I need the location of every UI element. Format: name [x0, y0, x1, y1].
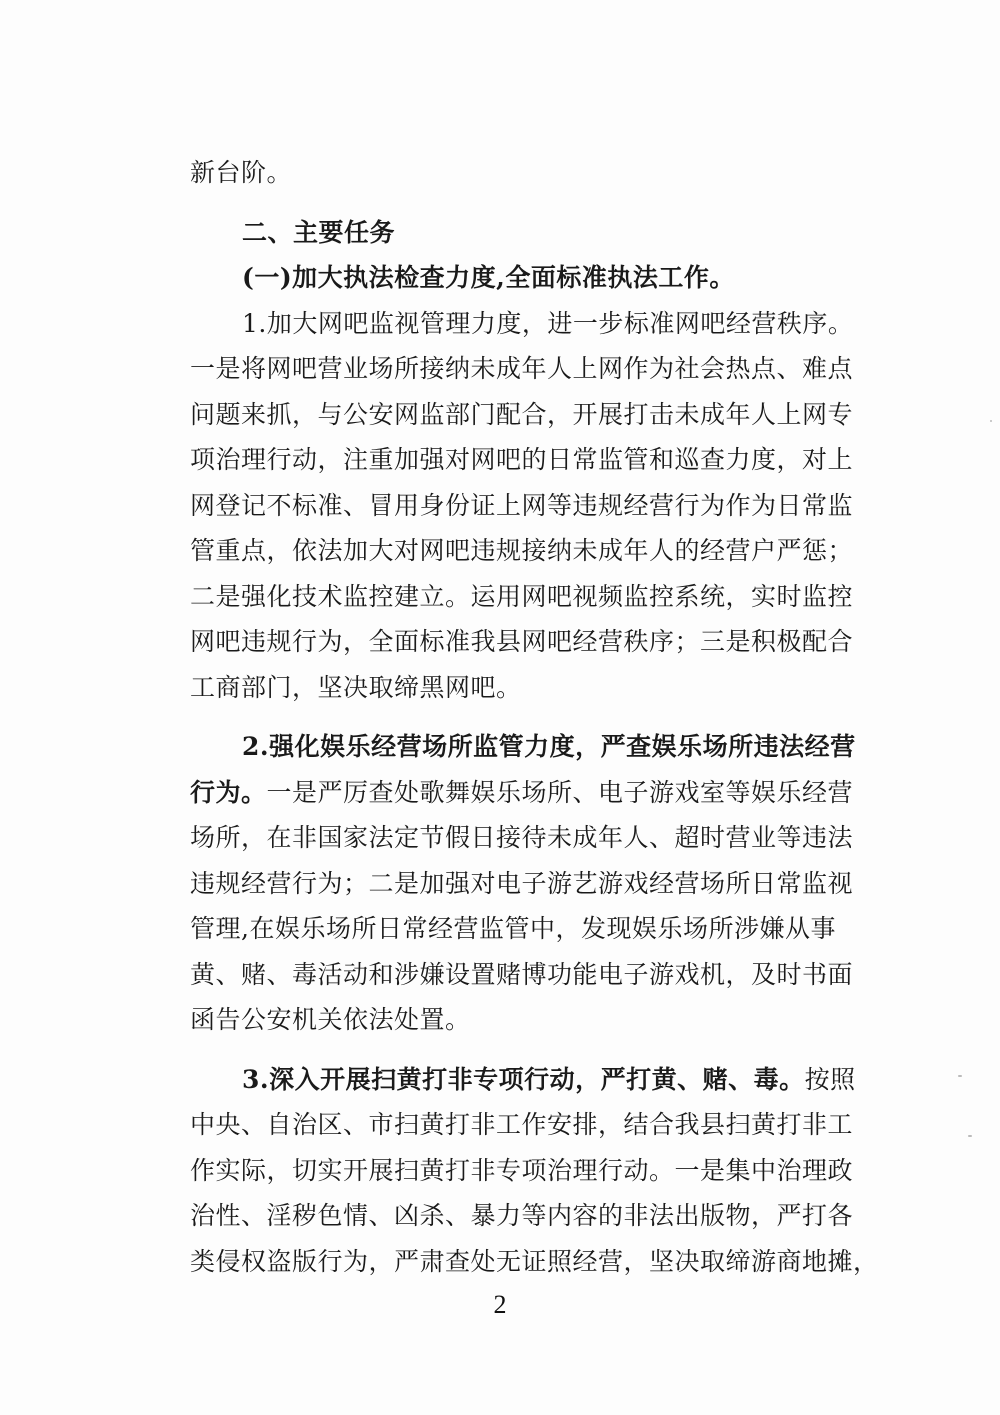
text-line: 管重点，依法加大对网吧违规接纳未成年人的经营户严惩； — [190, 536, 854, 565]
text-line: 问题来抓，与公安网监部门配合，开展打击未成年人上网专 — [190, 399, 854, 429]
text-line: 场所，在非国家法定节假日接待未成年人、超时营业等违法 — [190, 823, 854, 852]
scan-speck — [968, 1135, 972, 1137]
item-heading-1: 1.加大网吧监视管理力度，进一步标准网吧经营秩序。 — [242, 308, 854, 338]
scan-speck — [990, 420, 992, 422]
text-line: 类侵权盗版行为，严肃查处无证照经营，坚决取缔游商地摊， — [190, 1246, 879, 1276]
paragraph-gap — [190, 1043, 890, 1057]
text-line: 网登记不标准、冒用身份证上网等违规经营行为作为日常监 — [190, 490, 854, 520]
text-line: 项治理行动，注重加强对网吧的日常监管和巡查力度，对上 — [190, 445, 854, 474]
text-line: 作实际，切实开展扫黄打非专项治理行动。一是集中治理政 — [190, 1155, 854, 1185]
text-line: 违规经营行为；二是加强对电子游艺游戏经营场所日常监视 — [190, 868, 854, 898]
paragraph-gap — [190, 710, 890, 724]
page-number: 2 — [493, 1290, 507, 1319]
text-line: 一是将网吧营业场所接纳未成年人上网作为社会热点、难点 — [190, 354, 854, 383]
text-line: 治性、淫秽色情、凶杀、暴力等内容的非法出版物，严打各 — [190, 1201, 854, 1230]
item-heading-2: 2.强化娱乐经营场所监管力度，严查娱乐场所违法经营 — [242, 732, 856, 761]
text-line: 二是强化技术监控建立。运用网吧视频监控系统，实时监控 — [190, 581, 854, 611]
text-line: 函告公安机关依法处置。 — [190, 1005, 471, 1034]
subsection-heading: (一)加大执法检查力度,全面标准执法工作。 — [242, 263, 735, 292]
document-body — [190, 150, 890, 1284]
text-line: 新台阶。 — [190, 158, 293, 187]
text-line: 行为。一是严厉查处歌舞娱乐场所、电子游戏室等娱乐经营 — [190, 777, 854, 807]
text-line: 中央、自治区、市扫黄打非工作安排，结合我县扫黄打非工 — [190, 1110, 854, 1139]
text-line: 网吧违规行为，全面标准我县网吧经营秩序；三是积极配合 — [190, 627, 854, 656]
item-heading-3: 3.深入开展扫黄打非专项行动，严打黄、赌、毒。按照 — [242, 1064, 856, 1094]
text-line: 管理,在娱乐场所日常经营监管中，发现娱乐场所涉嫌从事 — [190, 914, 836, 943]
text-line: 黄、赌、毒活动和涉嫌设置赌博功能电子游戏机，及时书面 — [190, 959, 854, 989]
section-heading: 二、主要任务 — [242, 217, 396, 247]
text-line: 工商部门，坚决取缔黑网吧。 — [190, 672, 522, 702]
paragraph-gap — [190, 196, 890, 210]
scan-speck — [958, 1075, 962, 1077]
